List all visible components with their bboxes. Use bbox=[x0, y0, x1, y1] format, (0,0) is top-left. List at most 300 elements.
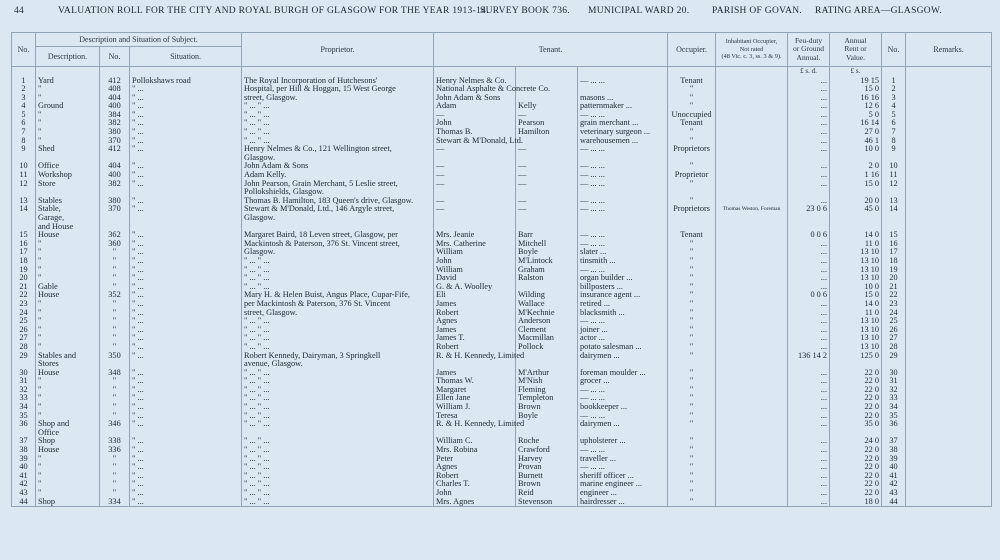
street-number: 350 bbox=[100, 352, 130, 361]
feu-duty: ... bbox=[788, 240, 830, 249]
feu-duty: ... bbox=[788, 128, 830, 137]
entry-number: 30 bbox=[12, 369, 36, 378]
situation: " ... bbox=[130, 274, 242, 283]
remarks bbox=[906, 205, 992, 214]
description: " bbox=[36, 489, 100, 498]
description: " bbox=[36, 343, 100, 352]
entry-number: 22 bbox=[12, 291, 36, 300]
tenant-occupation: dairymen ... bbox=[578, 352, 668, 361]
proprietor: " ... " ... bbox=[242, 111, 434, 120]
street-number: 360 bbox=[100, 240, 130, 249]
table-row bbox=[12, 403, 992, 412]
situation: " ... bbox=[130, 480, 242, 489]
tenant-name bbox=[434, 214, 516, 223]
entry-number: 36 bbox=[12, 420, 36, 429]
table-row bbox=[12, 360, 992, 369]
tenant-name: James bbox=[434, 326, 516, 335]
situation: " ... bbox=[130, 463, 242, 472]
proprietor: " ... " ... bbox=[242, 412, 434, 421]
occupier: " bbox=[668, 257, 716, 266]
situation: " ... bbox=[130, 137, 242, 146]
entry-number-right: 29 bbox=[882, 352, 906, 361]
occupier: Proprietors bbox=[668, 205, 716, 214]
feu-duty: ... bbox=[788, 498, 830, 507]
tenant-occupation: — ... ... bbox=[578, 412, 668, 421]
entry-number-right: 38 bbox=[882, 446, 906, 455]
inhabitant-occupier: Thomas Weston, Foreman bbox=[716, 205, 788, 214]
street-number: 336 bbox=[100, 446, 130, 455]
annual-value: 22 0 bbox=[830, 394, 882, 403]
inhabitant-occupier bbox=[716, 102, 788, 111]
entry-number: 20 bbox=[12, 274, 36, 283]
col-tenant: Tenant. bbox=[434, 33, 668, 67]
col-description: Description. bbox=[36, 47, 100, 67]
proprietor: Adam Kelly. bbox=[242, 171, 434, 180]
tenant-surname: Stevenson bbox=[516, 498, 578, 507]
entry-number: 39 bbox=[12, 455, 36, 464]
tenant-name: Mrs. Jeanie bbox=[434, 231, 516, 240]
annual-value: 13 10 bbox=[830, 317, 882, 326]
street-number: " bbox=[100, 386, 130, 395]
street-number: " bbox=[100, 309, 130, 318]
table-row bbox=[12, 145, 992, 154]
occupier: " bbox=[668, 463, 716, 472]
tenant-occupation: — ... ... bbox=[578, 231, 668, 240]
occupier: " bbox=[668, 472, 716, 481]
street-number: 380 bbox=[100, 128, 130, 137]
entry-number: 33 bbox=[12, 394, 36, 403]
street-number: " bbox=[100, 463, 130, 472]
street-number: 412 bbox=[100, 77, 130, 86]
table-row bbox=[12, 162, 992, 171]
entry-number: 9 bbox=[12, 145, 36, 154]
entry-number: 25 bbox=[12, 317, 36, 326]
entry-number-right: 21 bbox=[882, 283, 906, 292]
tenant-surname: Barr bbox=[516, 231, 578, 240]
inhabitant-occupier bbox=[716, 463, 788, 472]
annual-value: 13 10 bbox=[830, 334, 882, 343]
tenant-name: Robert bbox=[434, 309, 516, 318]
tenant-surname: Wallace bbox=[516, 300, 578, 309]
annual-value: 13 10 bbox=[830, 257, 882, 266]
proprietor: John Adam & Sons bbox=[242, 162, 434, 171]
tenant-name: Mrs. Catherine bbox=[434, 240, 516, 249]
tenant-name bbox=[434, 154, 516, 163]
entry-number-right: 36 bbox=[882, 420, 906, 429]
entry-number-right bbox=[882, 214, 906, 223]
inhabitant-occupier bbox=[716, 248, 788, 257]
tenant-surname: Kelly bbox=[516, 102, 578, 111]
annual-value: 16 16 bbox=[830, 94, 882, 103]
tenant-occupation: grocer ... bbox=[578, 377, 668, 386]
tenant-surname: Hamilton bbox=[516, 128, 578, 137]
description: Shop and bbox=[36, 420, 100, 429]
situation: " ... bbox=[130, 128, 242, 137]
description: " bbox=[36, 334, 100, 343]
entry-number-right: 16 bbox=[882, 240, 906, 249]
entry-number-right: 37 bbox=[882, 437, 906, 446]
entry-number: 38 bbox=[12, 446, 36, 455]
proprietor: Robert Kennedy, Dairyman, 3 Springkell bbox=[242, 352, 434, 361]
proprietor: " ... " ... bbox=[242, 369, 434, 378]
inhabitant-occupier bbox=[716, 420, 788, 429]
remarks bbox=[906, 257, 992, 266]
proprietor: Glasgow. bbox=[242, 248, 434, 257]
occupier: " bbox=[668, 369, 716, 378]
entry-number-right: 28 bbox=[882, 343, 906, 352]
feu-duty: ... bbox=[788, 309, 830, 318]
col-feu-line2: or Ground bbox=[793, 44, 825, 54]
situation: " ... bbox=[130, 403, 242, 412]
remarks bbox=[906, 352, 992, 361]
entry-number-right: 30 bbox=[882, 369, 906, 378]
proprietor: " ... " ... bbox=[242, 420, 434, 429]
remarks bbox=[906, 102, 992, 111]
tenant-name: William bbox=[434, 266, 516, 275]
remarks bbox=[906, 472, 992, 481]
occupier: " bbox=[668, 498, 716, 507]
tenant-name: Ellen Jane bbox=[434, 394, 516, 403]
entry-number: 43 bbox=[12, 489, 36, 498]
remarks bbox=[906, 188, 992, 197]
occupier: " bbox=[668, 137, 716, 146]
remarks bbox=[906, 223, 992, 232]
situation: " ... bbox=[130, 334, 242, 343]
units-row bbox=[12, 67, 992, 77]
tenant-name bbox=[434, 188, 516, 197]
valuation-table bbox=[11, 32, 992, 507]
occupier: " bbox=[668, 283, 716, 292]
col-annual bbox=[830, 33, 882, 67]
remarks bbox=[906, 489, 992, 498]
tenant-occupation: tinsmith ... bbox=[578, 257, 668, 266]
tenant-name: Teresa bbox=[434, 412, 516, 421]
situation: " ... bbox=[130, 197, 242, 206]
tenant-surname: — bbox=[516, 111, 578, 120]
occupier: " bbox=[668, 352, 716, 361]
annual-value: 5 0 bbox=[830, 111, 882, 120]
entry-number: 5 bbox=[12, 111, 36, 120]
description: " bbox=[36, 94, 100, 103]
inhabitant-occupier bbox=[716, 94, 788, 103]
tenant-name: Agnes bbox=[434, 463, 516, 472]
entry-number: 35 bbox=[12, 412, 36, 421]
inhabitant-occupier bbox=[716, 77, 788, 86]
table-row bbox=[12, 119, 992, 128]
roll-title: VALUATION ROLL FOR THE CITY AND ROYAL BURGH OF GLASGOW FOR THE YEAR 1913-14. bbox=[58, 6, 489, 16]
remarks bbox=[906, 446, 992, 455]
tenant-name: Thomas B. bbox=[434, 128, 516, 137]
proprietor: " ... " ... bbox=[242, 119, 434, 128]
tenant-occupation: engineer ... bbox=[578, 489, 668, 498]
tenant-occupation: — ... ... bbox=[578, 171, 668, 180]
entry-number-right: 20 bbox=[882, 274, 906, 283]
entry-number: 31 bbox=[12, 377, 36, 386]
occupier: " bbox=[668, 480, 716, 489]
annual-value: 22 0 bbox=[830, 472, 882, 481]
table-row bbox=[12, 102, 992, 111]
remarks bbox=[906, 137, 992, 146]
entry-number-right: 35 bbox=[882, 412, 906, 421]
table-row bbox=[12, 455, 992, 464]
col-no: No. bbox=[12, 33, 36, 67]
inhabitant-occupier bbox=[716, 394, 788, 403]
tenant-occupation: insurance agent ... bbox=[578, 291, 668, 300]
feu-duty: ... bbox=[788, 334, 830, 343]
tenant-name: — bbox=[434, 111, 516, 120]
situation: " ... bbox=[130, 205, 242, 214]
tenant-occupation: — ... ... bbox=[578, 386, 668, 395]
street-number: 370 bbox=[100, 137, 130, 146]
annual-value: 1 16 bbox=[830, 171, 882, 180]
entry-number: 27 bbox=[12, 334, 36, 343]
survey-book: SURVEY BOOK 736. bbox=[480, 6, 570, 16]
annual-value: 46 1 bbox=[830, 137, 882, 146]
entry-number-right: 9 bbox=[882, 145, 906, 154]
annual-value: 10 0 bbox=[830, 145, 882, 154]
entry-number: 18 bbox=[12, 257, 36, 266]
inhabitant-occupier bbox=[716, 360, 788, 369]
remarks bbox=[906, 326, 992, 335]
remarks bbox=[906, 403, 992, 412]
entry-number: 1 bbox=[12, 77, 36, 86]
inhabitant-occupier bbox=[716, 266, 788, 275]
feu-duty: ... bbox=[788, 420, 830, 429]
tenant-surname: M'Lintock bbox=[516, 257, 578, 266]
street-number: 408 bbox=[100, 85, 130, 94]
remarks bbox=[906, 463, 992, 472]
table-row bbox=[12, 446, 992, 455]
table-row bbox=[12, 386, 992, 395]
street-number: 346 bbox=[100, 420, 130, 429]
tenant-name: — bbox=[434, 197, 516, 206]
proprietor: Hospital, per Hill & Hoggan, 15 West George bbox=[242, 85, 434, 94]
entry-number-right: 26 bbox=[882, 326, 906, 335]
tenant-occupation: retired ... bbox=[578, 300, 668, 309]
occupier bbox=[668, 214, 716, 223]
inhabitant-occupier bbox=[716, 223, 788, 232]
tenant-surname: Graham bbox=[516, 266, 578, 275]
description: Store bbox=[36, 180, 100, 189]
table-row bbox=[12, 472, 992, 481]
tenant-occupation: upholsterer ... bbox=[578, 437, 668, 446]
street-number: 400 bbox=[100, 102, 130, 111]
remarks bbox=[906, 412, 992, 421]
tenant-occupation: blacksmith ... bbox=[578, 309, 668, 318]
table-row bbox=[12, 180, 992, 189]
entry-number-right: 13 bbox=[882, 197, 906, 206]
entry-number-right: 44 bbox=[882, 498, 906, 507]
annual-value: 22 0 bbox=[830, 480, 882, 489]
annual-value: 45 0 bbox=[830, 205, 882, 214]
tenant-occupation: joiner ... bbox=[578, 326, 668, 335]
occupier: Tenant bbox=[668, 77, 716, 86]
occupier: " bbox=[668, 274, 716, 283]
tenant-occupation: — ... ... bbox=[578, 162, 668, 171]
col-inhabitant-line2: Not rated bbox=[739, 45, 764, 53]
proprietor: John Pearson, Grain Merchant, 5 Leslie street, bbox=[242, 180, 434, 189]
tenant-surname: Provan bbox=[516, 463, 578, 472]
description: " bbox=[36, 137, 100, 146]
occupier: " bbox=[668, 266, 716, 275]
inhabitant-occupier bbox=[716, 171, 788, 180]
remarks bbox=[906, 214, 992, 223]
remarks bbox=[906, 369, 992, 378]
occupier: " bbox=[668, 162, 716, 171]
street-number: " bbox=[100, 412, 130, 421]
description: " bbox=[36, 412, 100, 421]
inhabitant-occupier bbox=[716, 446, 788, 455]
table-row bbox=[12, 231, 992, 240]
situation: " ... bbox=[130, 377, 242, 386]
entry-number: 3 bbox=[12, 94, 36, 103]
entry-number: 44 bbox=[12, 498, 36, 507]
situation: " ... bbox=[130, 498, 242, 507]
col-street-no: No. bbox=[100, 47, 130, 67]
table-header bbox=[12, 33, 992, 67]
remarks bbox=[906, 291, 992, 300]
feu-duty: ... bbox=[788, 111, 830, 120]
proprietor: " ... " ... bbox=[242, 317, 434, 326]
situation: " ... bbox=[130, 343, 242, 352]
feu-duty: ... bbox=[788, 283, 830, 292]
proprietor: " ... " ... bbox=[242, 128, 434, 137]
entry-number-right: 8 bbox=[882, 137, 906, 146]
tenant-occupation: — ... ... bbox=[578, 240, 668, 249]
feu-duty: 0 0 6 bbox=[788, 291, 830, 300]
table-row bbox=[12, 291, 992, 300]
tenant-name: R. & H. Kennedy, Limited bbox=[434, 352, 516, 361]
remarks bbox=[906, 377, 992, 386]
entry-number-right: 2 bbox=[882, 85, 906, 94]
inhabitant-occupier bbox=[716, 317, 788, 326]
street-number: 384 bbox=[100, 111, 130, 120]
annual-value: 24 0 bbox=[830, 437, 882, 446]
proprietor: " ... " ... bbox=[242, 326, 434, 335]
feu-duty: ... bbox=[788, 119, 830, 128]
col-remarks: Remarks. bbox=[906, 33, 992, 67]
feu-units: £ s. d. bbox=[788, 67, 830, 77]
inhabitant-occupier bbox=[716, 300, 788, 309]
remarks bbox=[906, 171, 992, 180]
situation: " ... bbox=[130, 386, 242, 395]
tenant-surname bbox=[516, 214, 578, 223]
situation bbox=[130, 154, 242, 163]
table-row bbox=[12, 223, 992, 232]
street-number: 400 bbox=[100, 171, 130, 180]
col-inhabitant-line3: (48 Vic. c. 3, ss. 3 & 9). bbox=[721, 53, 782, 61]
tenant-name: R. & H. Kennedy, Limited bbox=[434, 420, 516, 429]
table-row bbox=[12, 498, 992, 507]
entry-number: 28 bbox=[12, 343, 36, 352]
description: Shop bbox=[36, 437, 100, 446]
description: " bbox=[36, 240, 100, 249]
tenant-occupation: sheriff officer ... bbox=[578, 472, 668, 481]
entry-number: 15 bbox=[12, 231, 36, 240]
tenant-name: — bbox=[434, 145, 516, 154]
situation: " ... bbox=[130, 455, 242, 464]
col-feu-line3: Annual. bbox=[796, 52, 821, 62]
entry-number-right: 41 bbox=[882, 472, 906, 481]
occupier: " bbox=[668, 94, 716, 103]
tenant-occupation: slater ... bbox=[578, 248, 668, 257]
remarks bbox=[906, 94, 992, 103]
col-proprietor: Proprietor. bbox=[242, 33, 434, 67]
annual-value: 15 0 bbox=[830, 180, 882, 189]
description: " bbox=[36, 455, 100, 464]
remarks bbox=[906, 248, 992, 257]
inhabitant-occupier bbox=[716, 154, 788, 163]
proprietor: " ... " ... bbox=[242, 334, 434, 343]
inhabitant-occupier bbox=[716, 128, 788, 137]
col-desc-group: Description and Situation of Subject. bbox=[36, 33, 242, 47]
annual-value: 13 10 bbox=[830, 343, 882, 352]
remarks bbox=[906, 266, 992, 275]
tenant-occupation bbox=[578, 214, 668, 223]
proprietor: Mackintosh & Paterson, 376 St. Vincent street, bbox=[242, 240, 434, 249]
inhabitant-occupier bbox=[716, 119, 788, 128]
entry-number-right: 15 bbox=[882, 231, 906, 240]
feu-duty bbox=[788, 214, 830, 223]
tenant-name: Stewart & M'Donald, Ltd. bbox=[434, 137, 516, 146]
tenant-occupation: — ... ... bbox=[578, 111, 668, 120]
situation: " ... bbox=[130, 119, 242, 128]
table-row bbox=[12, 463, 992, 472]
col-situation: Situation. bbox=[130, 47, 242, 67]
situation: " ... bbox=[130, 231, 242, 240]
tenant-occupation: — ... ... bbox=[578, 446, 668, 455]
street-number bbox=[100, 214, 130, 223]
feu-duty: ... bbox=[788, 102, 830, 111]
proprietor: " ... " ... bbox=[242, 377, 434, 386]
tenant-name: David bbox=[434, 274, 516, 283]
street-number: " bbox=[100, 343, 130, 352]
proprietor: " ... " ... bbox=[242, 455, 434, 464]
description: " bbox=[36, 326, 100, 335]
tenant-name: John bbox=[434, 257, 516, 266]
entry-number: 14 bbox=[12, 205, 36, 214]
inhabitant-occupier bbox=[716, 180, 788, 189]
situation bbox=[130, 360, 242, 369]
situation: " ... bbox=[130, 248, 242, 257]
feu-duty: ... bbox=[788, 248, 830, 257]
inhabitant-occupier bbox=[716, 283, 788, 292]
table-row bbox=[12, 188, 992, 197]
tenant-name: — bbox=[434, 162, 516, 171]
entry-number-right: 14 bbox=[882, 205, 906, 214]
inhabitant-occupier bbox=[716, 197, 788, 206]
municipal-ward: MUNICIPAL WARD 20. bbox=[588, 6, 690, 16]
annual-value: 20 0 bbox=[830, 197, 882, 206]
description: " bbox=[36, 317, 100, 326]
entry-number-right: 27 bbox=[882, 334, 906, 343]
annual-value: 11 0 bbox=[830, 309, 882, 318]
description: " bbox=[36, 111, 100, 120]
street-number: " bbox=[100, 480, 130, 489]
inhabitant-occupier bbox=[716, 437, 788, 446]
annual-value: 14 0 bbox=[830, 231, 882, 240]
tenant-occupation: warehousemen ... bbox=[578, 137, 668, 146]
table-row bbox=[12, 205, 992, 214]
street-number: 382 bbox=[100, 180, 130, 189]
entry-number-right: 3 bbox=[882, 94, 906, 103]
tenant-name: James bbox=[434, 300, 516, 309]
feu-duty: ... bbox=[788, 137, 830, 146]
description: House bbox=[36, 446, 100, 455]
annual-value: 22 0 bbox=[830, 463, 882, 472]
situation: " ... bbox=[130, 180, 242, 189]
occupier: " bbox=[668, 377, 716, 386]
